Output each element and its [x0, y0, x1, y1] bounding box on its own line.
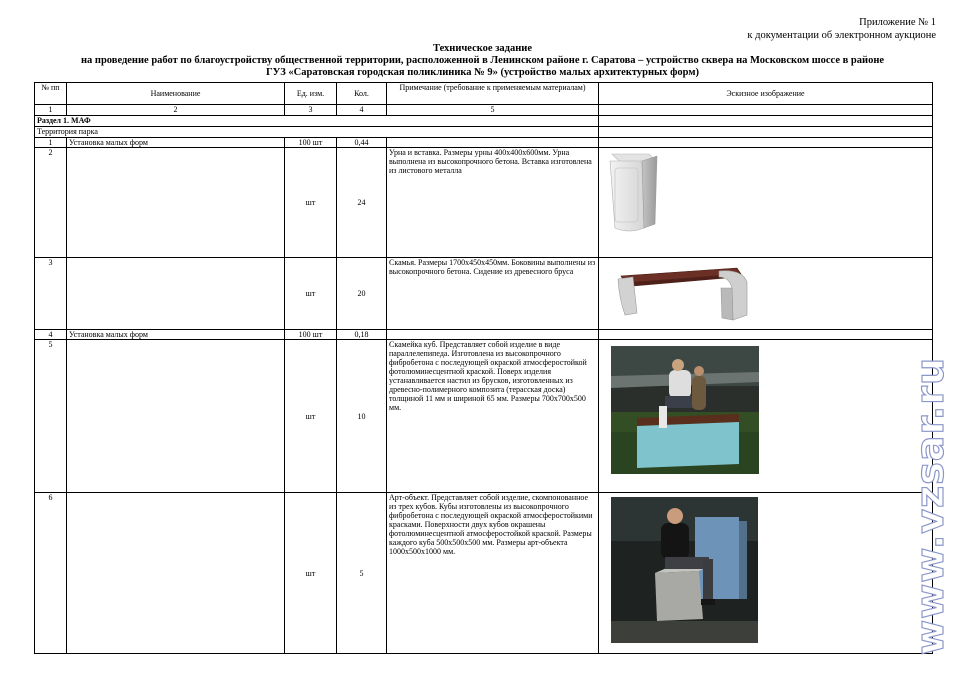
bench-sketch-image — [599, 258, 933, 327]
title-object: ГУЗ «Саратовская городская поликлиника № 9» (устройство малых архитектурных форм) — [266, 67, 699, 78]
row-qty: 20 — [337, 258, 387, 330]
header-qty: Кол. — [337, 83, 387, 105]
table-row — [35, 493, 933, 654]
header-num: № пп — [35, 83, 67, 105]
appendix-note — [747, 16, 936, 42]
art-object-photo — [599, 493, 933, 651]
document-title — [30, 43, 935, 79]
row-qty: 0,18 — [337, 330, 387, 340]
header-name: Наименование — [67, 83, 285, 105]
section-row — [35, 116, 933, 127]
table-row — [35, 330, 933, 340]
row-note — [387, 138, 599, 148]
row-unit: 100 шт — [285, 138, 337, 148]
col-number-2: 2 — [67, 105, 285, 116]
row-note — [387, 330, 599, 340]
spec-table — [34, 82, 933, 654]
row-qty: 24 — [337, 148, 387, 258]
row-note: Скамья. Размеры 1700х450х450мм. Боковины выполнены из высокопрочного бетона. Сидение из древесного бруса — [387, 258, 599, 330]
urn-sketch-cell — [599, 148, 933, 258]
urn-sketch-image — [599, 148, 933, 255]
header-row — [35, 83, 933, 105]
row-note: Урна и вставка. Размеры урны 400х400х600мм. Урна выполнена из высокопрочного бетона. Вставка изготовлена из листового металла — [387, 148, 599, 258]
row-name — [67, 340, 285, 493]
appendix-number: Приложение № 1 — [859, 17, 936, 28]
col-number-1: 1 — [35, 105, 67, 116]
row-name — [67, 258, 285, 330]
header-image: Эскизное изображение — [599, 83, 933, 105]
title-subject: на проведение работ по благоустройству общественной территории, расположенной в Ленинском районе г. Саратова – устройство сквера на Московском шоссе в районе — [80, 55, 885, 66]
col-number-4: 4 — [337, 105, 387, 116]
row-qty: 10 — [337, 340, 387, 493]
row-unit: шт — [285, 493, 337, 654]
row-unit: шт — [285, 148, 337, 258]
section-title: Раздел 1. МАФ — [35, 116, 599, 127]
row-name: Установка малых форм — [67, 330, 285, 340]
bench-sketch-cell — [599, 258, 933, 330]
table-row — [35, 138, 933, 148]
table-row — [35, 340, 933, 493]
row-unit: шт — [285, 340, 337, 493]
row-qty: 0,44 — [337, 138, 387, 148]
row-name — [67, 493, 285, 654]
row-unit: 100 шт — [285, 330, 337, 340]
row-unit: шт — [285, 258, 337, 330]
watermark — [908, 340, 952, 672]
row-qty: 5 — [337, 493, 387, 654]
title-heading: Техническое задание — [432, 43, 532, 54]
cube-bench-photo — [599, 340, 933, 490]
row-num: 4 — [35, 330, 67, 340]
row-num: 5 — [35, 340, 67, 493]
row-note: Арт-объект. Представляет собой изделие, скомпонованное из трех кубов. Кубы изготовлены из высокопрочного фибробетона с последующей окраской атмосферостойкими красками. Поверхности двух кубов окрашены фотолюминесцентной атмосферостойкой краской. Размеры каждого куба 500х500х500 мм. Размеры арт-объекта 1000х500х1000 мм. — [387, 493, 599, 654]
col-number-3: 3 — [285, 105, 337, 116]
row-num: 3 — [35, 258, 67, 330]
row-name: Установка малых форм — [67, 138, 285, 148]
subsection-title: Территория парка — [35, 127, 599, 138]
row-num: 1 — [35, 138, 67, 148]
header-note: Примечание (требование к применяемым материалам) — [387, 83, 599, 105]
watermark-text: www.vzsar.ru — [908, 356, 952, 656]
table-row — [35, 148, 933, 258]
art-object-photo-cell — [599, 493, 933, 654]
row-num: 2 — [35, 148, 67, 258]
subsection-row — [35, 127, 933, 138]
col-number-5: 5 — [387, 105, 599, 116]
appendix-reference: к документации об электронном аукционе — [747, 30, 936, 41]
table-row — [35, 258, 933, 330]
row-note: Скамейка куб. Представляет собой изделие в виде параллелепипеда. Изготовлена из высокопрочного фибробетона с последующей окраской атмосферостойкой фотолюминесцентной краской. Поверх изделия устанавливается настил из брусков, изготовленных из древесно-полимерного композита (терасская доска) толщиной 11 мм и шириной 65 мм. Размеры 700х700х500 мм. — [387, 340, 599, 493]
row-name — [67, 148, 285, 258]
cube-bench-photo-cell — [599, 340, 933, 493]
header-unit: Ед. изм. — [285, 83, 337, 105]
row-num: 6 — [35, 493, 67, 654]
column-number-row — [35, 105, 933, 116]
